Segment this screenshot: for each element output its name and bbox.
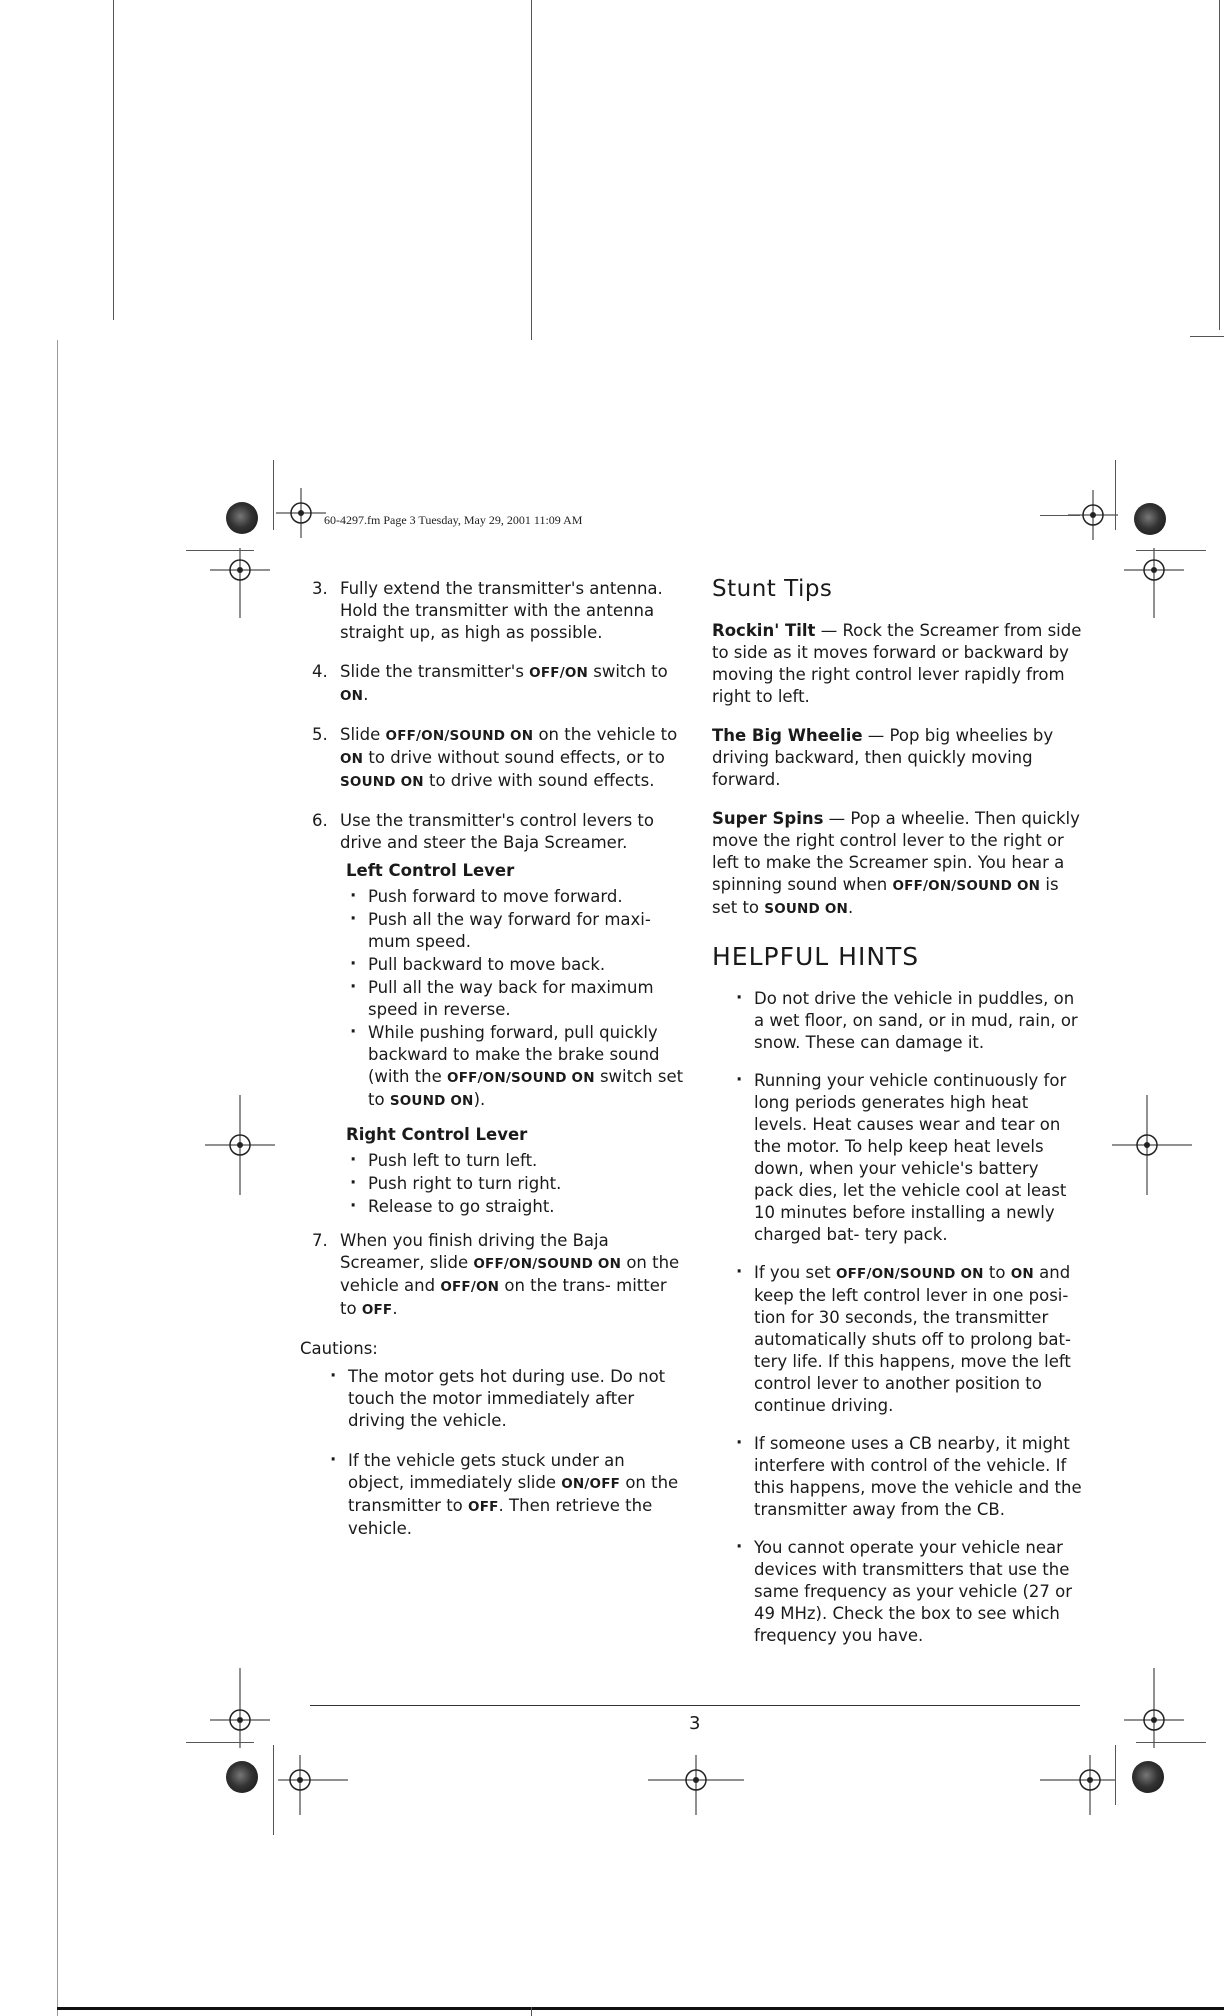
right-column bbox=[712, 578, 1082, 1663]
left-lever-heading: Left Control Lever bbox=[346, 861, 515, 880]
scan-line bbox=[1115, 1745, 1116, 1805]
step-4 bbox=[312, 661, 684, 707]
scan-line bbox=[186, 550, 254, 551]
registration-mark-icon bbox=[278, 1755, 348, 1815]
right-lever-heading: Right Control Lever bbox=[346, 1125, 528, 1144]
scan-line bbox=[531, 2007, 532, 2016]
list-item: · Push forward to move forward. bbox=[346, 886, 684, 908]
step-number: 5. bbox=[312, 725, 328, 744]
scan-line bbox=[1115, 460, 1116, 530]
list-item: · You cannot operate your vehicle near devices with transmitters that use the same frequency as your vehicle (27 or 49 MHz). Check the box to see which frequency you have. bbox=[732, 1537, 1082, 1647]
registration-mark-icon bbox=[205, 1095, 275, 1195]
stunt-big-wheelie: The Big Wheelie — Pop big wheelies by driving backward, then quickly moving forward. bbox=[712, 726, 1054, 789]
cautions bbox=[300, 1338, 684, 1540]
list-item: · If someone uses a CB nearby, it might interfere with control of the vehicle. If this happens, move the vehicle and the transmitter away from the CB. bbox=[732, 1433, 1082, 1521]
cautions-list bbox=[312, 1366, 684, 1540]
registration-mark-icon bbox=[210, 548, 270, 628]
list-item: · Pull all the way back for maximum speed in reverse. bbox=[346, 977, 684, 1021]
list-item: · Push right to turn right. bbox=[346, 1173, 684, 1195]
list-item: · While pushing forward, pull quickly backward to make the brake sound (with the OFF/ON/SOUND ON switch set to SOUND ON). bbox=[346, 1022, 684, 1112]
registration-dot-icon bbox=[1134, 503, 1166, 535]
registration-mark-icon bbox=[276, 488, 326, 538]
left-column bbox=[300, 578, 684, 1558]
left-lever-list bbox=[346, 886, 684, 1112]
scan-line bbox=[57, 340, 58, 2016]
stunt-tips-heading: Stunt Tips bbox=[712, 576, 833, 602]
registration-dot-icon bbox=[226, 502, 258, 534]
file-slug: 60-4297.fm Page 3 Tuesday, May 29, 2001 11:09 AM bbox=[324, 513, 583, 527]
scan-line bbox=[273, 460, 274, 530]
registration-mark-icon bbox=[210, 1668, 270, 1748]
stunt-tips bbox=[712, 620, 1082, 920]
list-item: · Push left to turn left. bbox=[346, 1150, 684, 1172]
step-7 bbox=[312, 1230, 684, 1321]
step-text: Slide the transmitter's OFF/ON switch to ON. bbox=[340, 662, 668, 704]
scan-line bbox=[273, 1745, 274, 1835]
right-lever-list bbox=[346, 1150, 684, 1218]
registration-dot-icon bbox=[226, 1761, 258, 1793]
footer-rule bbox=[310, 1705, 1080, 1706]
registration-mark-icon bbox=[1124, 1668, 1184, 1748]
step-5 bbox=[312, 724, 684, 793]
registration-mark-icon bbox=[1040, 1755, 1116, 1815]
page-number: 3 bbox=[689, 1713, 701, 1734]
list-item: · If you set OFF/ON/SOUND ON to ON and keep the left control lever in one posi- tion for 30 seconds, the transmitter automatically shuts off to prolong bat- tery life. If this happens, move the left control lever to another position to continue driving. bbox=[732, 1262, 1082, 1417]
helpful-hints bbox=[712, 988, 1082, 1647]
registration-mark-icon bbox=[648, 1755, 744, 1815]
step-text: Use the transmitter's control levers to drive and steer the Baja Screamer. bbox=[340, 811, 654, 852]
step-3 bbox=[312, 578, 684, 644]
scan-line bbox=[186, 1742, 254, 1743]
scan-line bbox=[1190, 336, 1224, 337]
list-item: · Running your vehicle continuously for long periods generates high heat levels. Heat causes wear and tear on the motor. To help keep heat levels down, when your vehicle's battery pack dies, let the vehicle cool at least 10 minutes before installing a newly charged bat- tery pack. bbox=[732, 1070, 1082, 1246]
list-item: · Pull backward to move back. bbox=[346, 954, 684, 976]
list-item: · Push all the way forward for maxi- mum speed. bbox=[346, 909, 684, 953]
scan-line bbox=[1219, 0, 1220, 330]
scan-line bbox=[1040, 515, 1080, 516]
step-text: Slide OFF/ON/SOUND ON on the vehicle to ON to drive without sound effects, or to SOUND ON to drive with sound effects. bbox=[340, 725, 678, 790]
registration-dot-icon bbox=[1132, 1761, 1164, 1793]
step-number: 6. bbox=[312, 811, 328, 830]
scan-line bbox=[113, 0, 114, 320]
step-text: When you finish driving the Baja Screamer, slide OFF/ON/SOUND ON on the vehicle and OFF/ON on the trans- mitter to OFF. bbox=[340, 1231, 680, 1318]
stunt-super-spins: Super Spins — Pop a wheelie. Then quickly move the right control lever to the right or left to make the Screamer spin. You hear a spinning sound when OFF/ON/SOUND ON is set to SOUND ON. bbox=[712, 809, 1080, 917]
list-item: · If the vehicle gets stuck under an object, immediately slide ON/OFF on the transmitter to OFF. Then retrieve the vehicle. bbox=[326, 1450, 684, 1540]
step-number: 7. bbox=[312, 1231, 328, 1250]
hints-list bbox=[712, 988, 1082, 1647]
scan-line bbox=[1136, 550, 1206, 551]
step-number: 3. bbox=[312, 579, 328, 598]
cautions-heading: Cautions: bbox=[300, 1339, 378, 1358]
stunt-rockin-tilt: Rockin' Tilt — Rock the Screamer from side to side as it moves forward or backward by moving the right control lever rapidly from right to left. bbox=[712, 621, 1082, 706]
step-number: 4. bbox=[312, 662, 328, 681]
scan-line bbox=[57, 2007, 1224, 2010]
scan-line bbox=[531, 0, 532, 340]
registration-mark-icon bbox=[1124, 548, 1184, 628]
step-6 bbox=[312, 810, 684, 854]
list-item: · Do not drive the vehicle in puddles, on a wet floor, on sand, or in mud, rain, or snow. These can damage it. bbox=[732, 988, 1082, 1054]
control-levers bbox=[312, 860, 684, 1218]
scan-line bbox=[1136, 1742, 1206, 1743]
registration-mark-icon bbox=[1112, 1095, 1192, 1195]
list-item: · Release to go straight. bbox=[346, 1196, 684, 1218]
helpful-hints-heading: HELPFUL HINTS bbox=[712, 942, 920, 971]
list-item: · The motor gets hot during use. Do not touch the motor immediately after driving the vehicle. bbox=[326, 1366, 684, 1432]
step-text: Fully extend the transmitter's antenna. Hold the transmitter with the antenna straight up, as high as possible. bbox=[340, 579, 663, 642]
